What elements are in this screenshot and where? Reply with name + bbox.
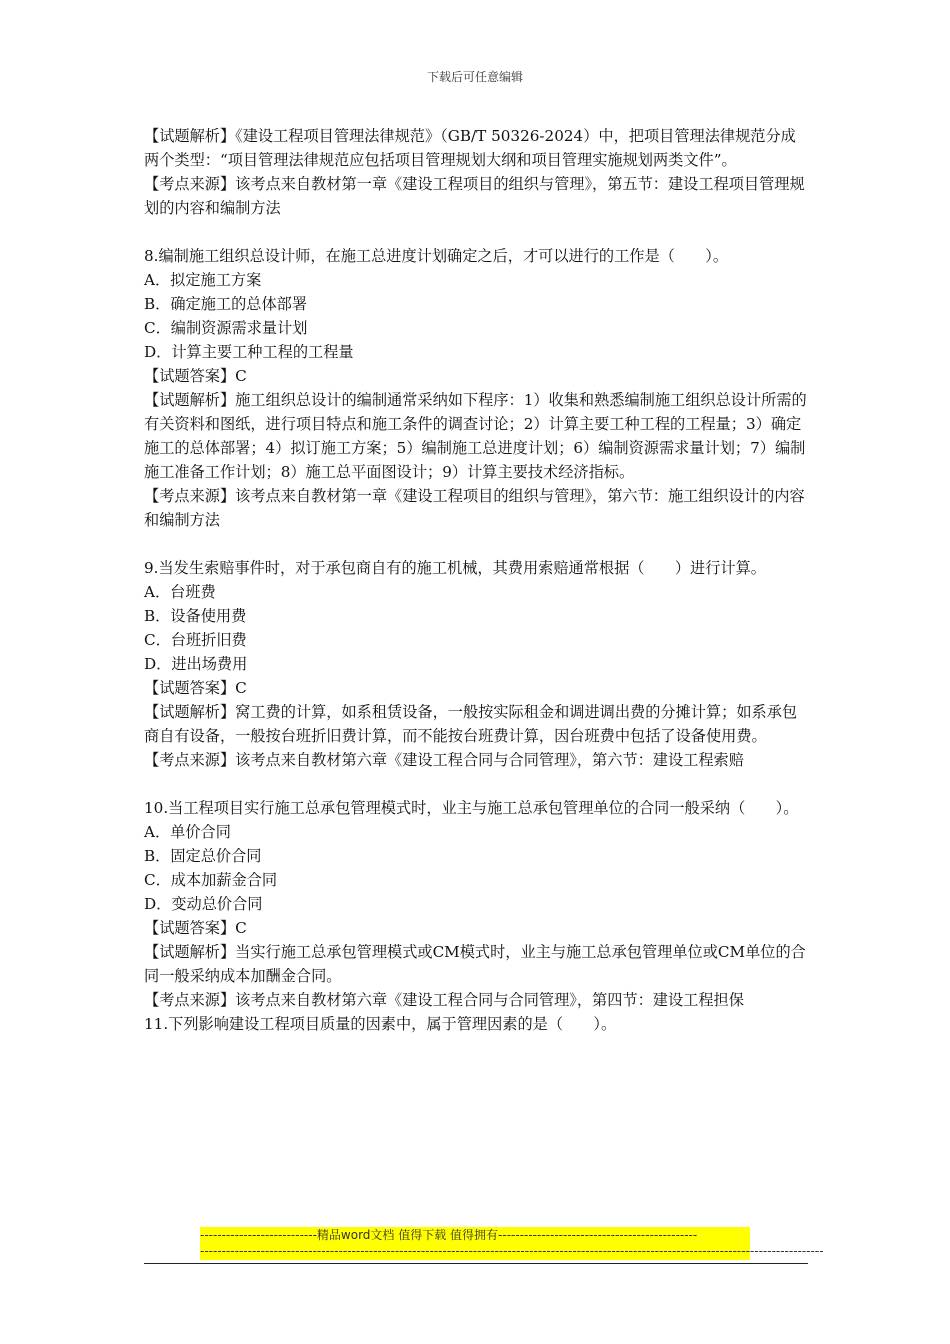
paragraph: 【试题解析】《建设工程项目管理法律规范》（GB/T 50326-2024）中，把项目管理法律规范分成两个类型：“项目管理法律规范应包括项目管理规划大纲和项目管理实施规划两类文件”。 bbox=[144, 127, 796, 169]
paragraph: A．拟定施工方案 bbox=[144, 271, 262, 289]
paragraph: 【考点来源】该考点来自教材第一章《建设工程项目的组织与管理》，第六节：施工组织设计的内容和编制方法 bbox=[144, 487, 805, 529]
paragraph: 9.当发生索赔事件时，对于承包商自有的施工机械，其费用索赔通常根据（ ）进行计算。 bbox=[144, 559, 766, 577]
page-header: 下载后可任意编辑 bbox=[426, 70, 523, 84]
footer-banner bbox=[200, 1227, 824, 1260]
paragraph: 【试题解析】施工组织总设计的编制通常采纳如下程序：1）收集和熟悉编制施工组织总设计所需的有关资料和图纸，进行项目特点和施工条件的调查讨论；2）计算主要工种工程的工程量；3）确定施工的总体部署；4）拟订施工方案；5）编制施工总进度计划；6）编制资源需求量计划；7）编制施工准备工作计划；8）施工总平面图设计；9）计算主要技术经济指标。 bbox=[144, 391, 807, 481]
paragraph: A．台班费 bbox=[144, 583, 216, 601]
paragraph: D．变动总价合同 bbox=[144, 895, 263, 913]
paragraph-gap bbox=[144, 220, 808, 244]
footer-banner-text: ---------------------------精品word文档 值得下载 值得拥有---------------------------------------------- bbox=[200, 1228, 698, 1242]
paragraph: C．编制资源需求量计划 bbox=[144, 319, 308, 337]
document-body bbox=[144, 124, 808, 1036]
paragraph: D．计算主要工种工程的工程量 bbox=[144, 343, 354, 361]
paragraph-gap bbox=[144, 532, 808, 556]
paragraph: D．进出场费用 bbox=[144, 655, 248, 673]
paragraph: 【试题解析】窝工费的计算，如系租赁设备，一般按实际租金和调进调出费的分摊计算；如系承包商自有设备，一般按台班折旧费计算，而不能按台班费计算，因台班费中包括了设备使用费。 bbox=[144, 703, 798, 745]
paragraph: 10.当工程项目实行施工总承包管理模式时，业主与施工总承包管理单位的合同一般采纳（ ）。 bbox=[144, 799, 799, 817]
paragraph: B．设备使用费 bbox=[144, 607, 247, 625]
paragraph: 【考点来源】该考点来自教材第六章《建设工程合同与合同管理》，第六节：建设工程索赔 bbox=[144, 751, 744, 769]
paragraph: A．单价合同 bbox=[144, 823, 231, 841]
footer-rule bbox=[144, 1263, 808, 1264]
paragraph: C．台班折旧费 bbox=[144, 631, 247, 649]
paragraph: 【考点来源】该考点来自教材第六章《建设工程合同与合同管理》，第四节：建设工程担保 bbox=[144, 991, 744, 1009]
paragraph: B．确定施工的总体部署 bbox=[144, 295, 308, 313]
paragraph: 【考点来源】该考点来自教材第一章《建设工程项目的组织与管理》，第五节：建设工程项目管理规划的内容和编制方法 bbox=[144, 175, 805, 217]
paragraph: B．固定总价合同 bbox=[144, 847, 262, 865]
paragraph: C．成本加薪金合同 bbox=[144, 871, 278, 889]
paragraph: 【试题答案】C bbox=[144, 919, 247, 937]
footer-banner-dashes: ------------------------------------------------------------------------------------------------------------------------------------------------ bbox=[200, 1244, 824, 1258]
paragraph: 11.下列影响建设工程项目质量的因素中，属于管理因素的是（ ）。 bbox=[144, 1015, 617, 1033]
paragraph: 8.编制施工组织总设计师，在施工总进度计划确定之后，才可以进行的工作是（ ）。 bbox=[144, 247, 729, 265]
paragraph: 【试题答案】C bbox=[144, 367, 247, 385]
paragraph-gap bbox=[144, 772, 808, 796]
paragraph: 【试题答案】C bbox=[144, 679, 247, 697]
paragraph: 【试题解析】当实行施工总承包管理模式或CM模式时，业主与施工总承包管理单位或CM单位的合同一般采纳成本加酬金合同。 bbox=[144, 943, 806, 985]
